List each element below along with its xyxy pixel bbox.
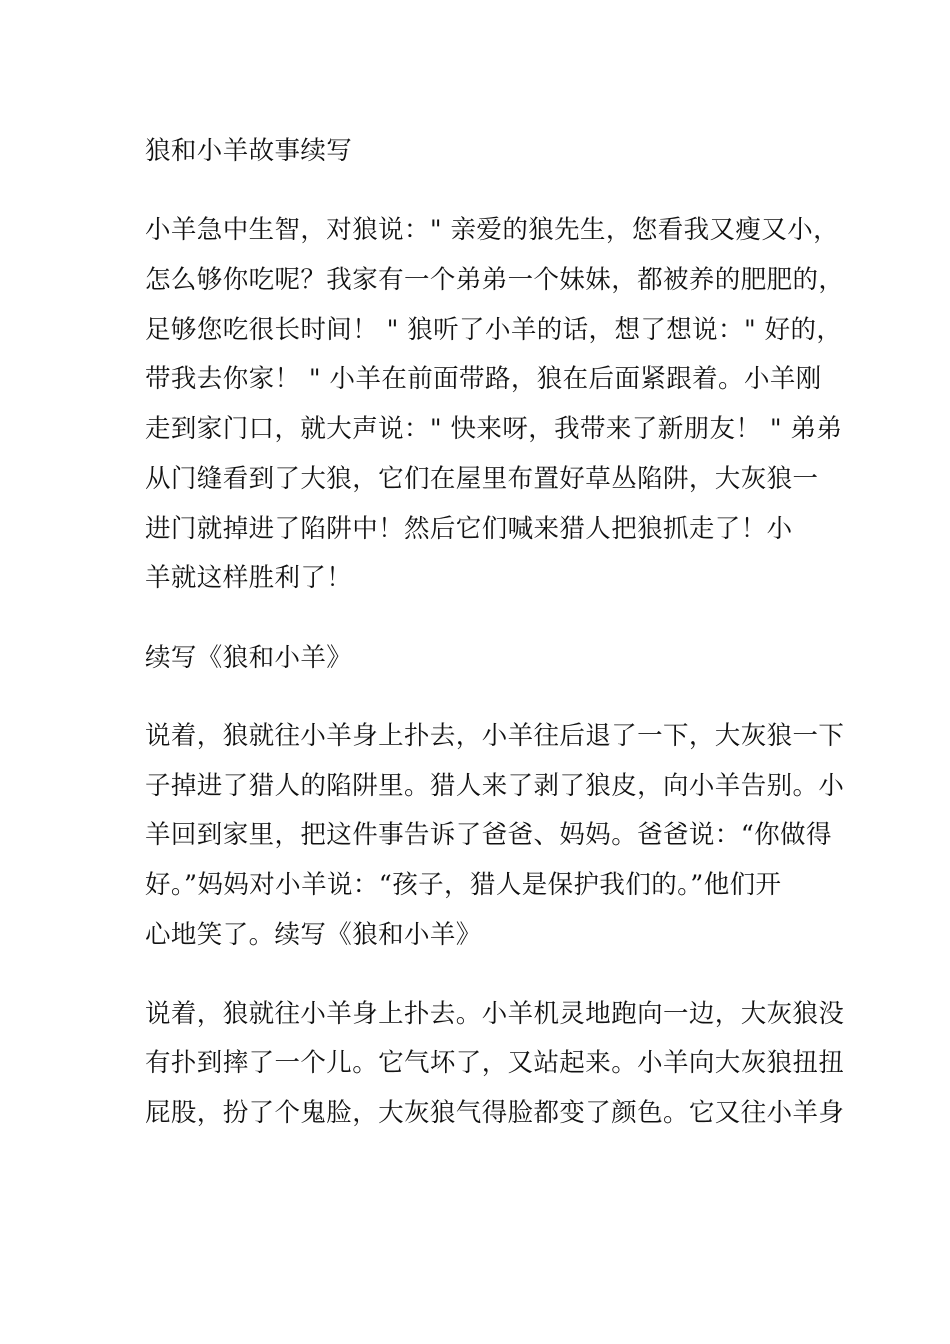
paragraph-line: 子掉进了猎人的陷阱里。猎人来了剥了狼皮，向小羊告别。小	[145, 771, 845, 801]
section-heading: 狼和小羊故事续写	[145, 136, 353, 166]
paragraph-line: 说着，狼就往小羊身上扑去。小羊机灵地跑向一边，大灰狼没	[145, 999, 845, 1029]
paragraph-line: 走到家门口，就大声说：" 快来呀，我带来了新朋友！ " 弟弟	[145, 414, 843, 444]
paragraph-line: 从门缝看到了大狼，它们在屋里布置好草丛陷阱，大灰狼一	[145, 464, 819, 494]
paragraph-line: 心地笑了。续写《狼和小羊》	[145, 920, 482, 950]
paragraph-line: 小羊急中生智，对狼说：" 亲爱的狼先生，您看我又瘦又小，	[145, 215, 840, 245]
section-heading: 续写《狼和小羊》	[145, 643, 353, 673]
paragraph-line: 带我去你家！ " 小羊在前面带路，狼在后面紧跟着。小羊刚	[145, 364, 822, 394]
paragraph-line: 屁股，扮了个鬼脸，大灰狼气得脸都变了颜色。它又往小羊身	[145, 1098, 845, 1128]
paragraph-line: 说着，狼就往小羊身上扑去，小羊往后退了一下，大灰狼一下	[145, 721, 845, 751]
paragraph-line: 好。”妈妈对小羊说：“孩子，猎人是保护我们的。”他们开	[145, 870, 782, 900]
paragraph-line: 怎么够你吃呢？我家有一个弟弟一个妹妹，都被养的肥肥的，	[145, 265, 845, 295]
paragraph-line: 足够您吃很长时间！ " 狼听了小羊的话，想了想说：" 好的，	[145, 315, 843, 345]
paragraph-line: 有扑到摔了一个儿。它气坏了，又站起来。小羊向大灰狼扭扭	[145, 1048, 845, 1078]
paragraph-line: 进门就掉进了陷阱中！然后它们喊来猎人把狼抓走了！小	[145, 514, 793, 544]
paragraph-line: 羊就这样胜利了！	[145, 563, 353, 593]
paragraph-line: 羊回到家里，把这件事告诉了爸爸、妈妈。爸爸说：“你做得	[145, 820, 832, 850]
